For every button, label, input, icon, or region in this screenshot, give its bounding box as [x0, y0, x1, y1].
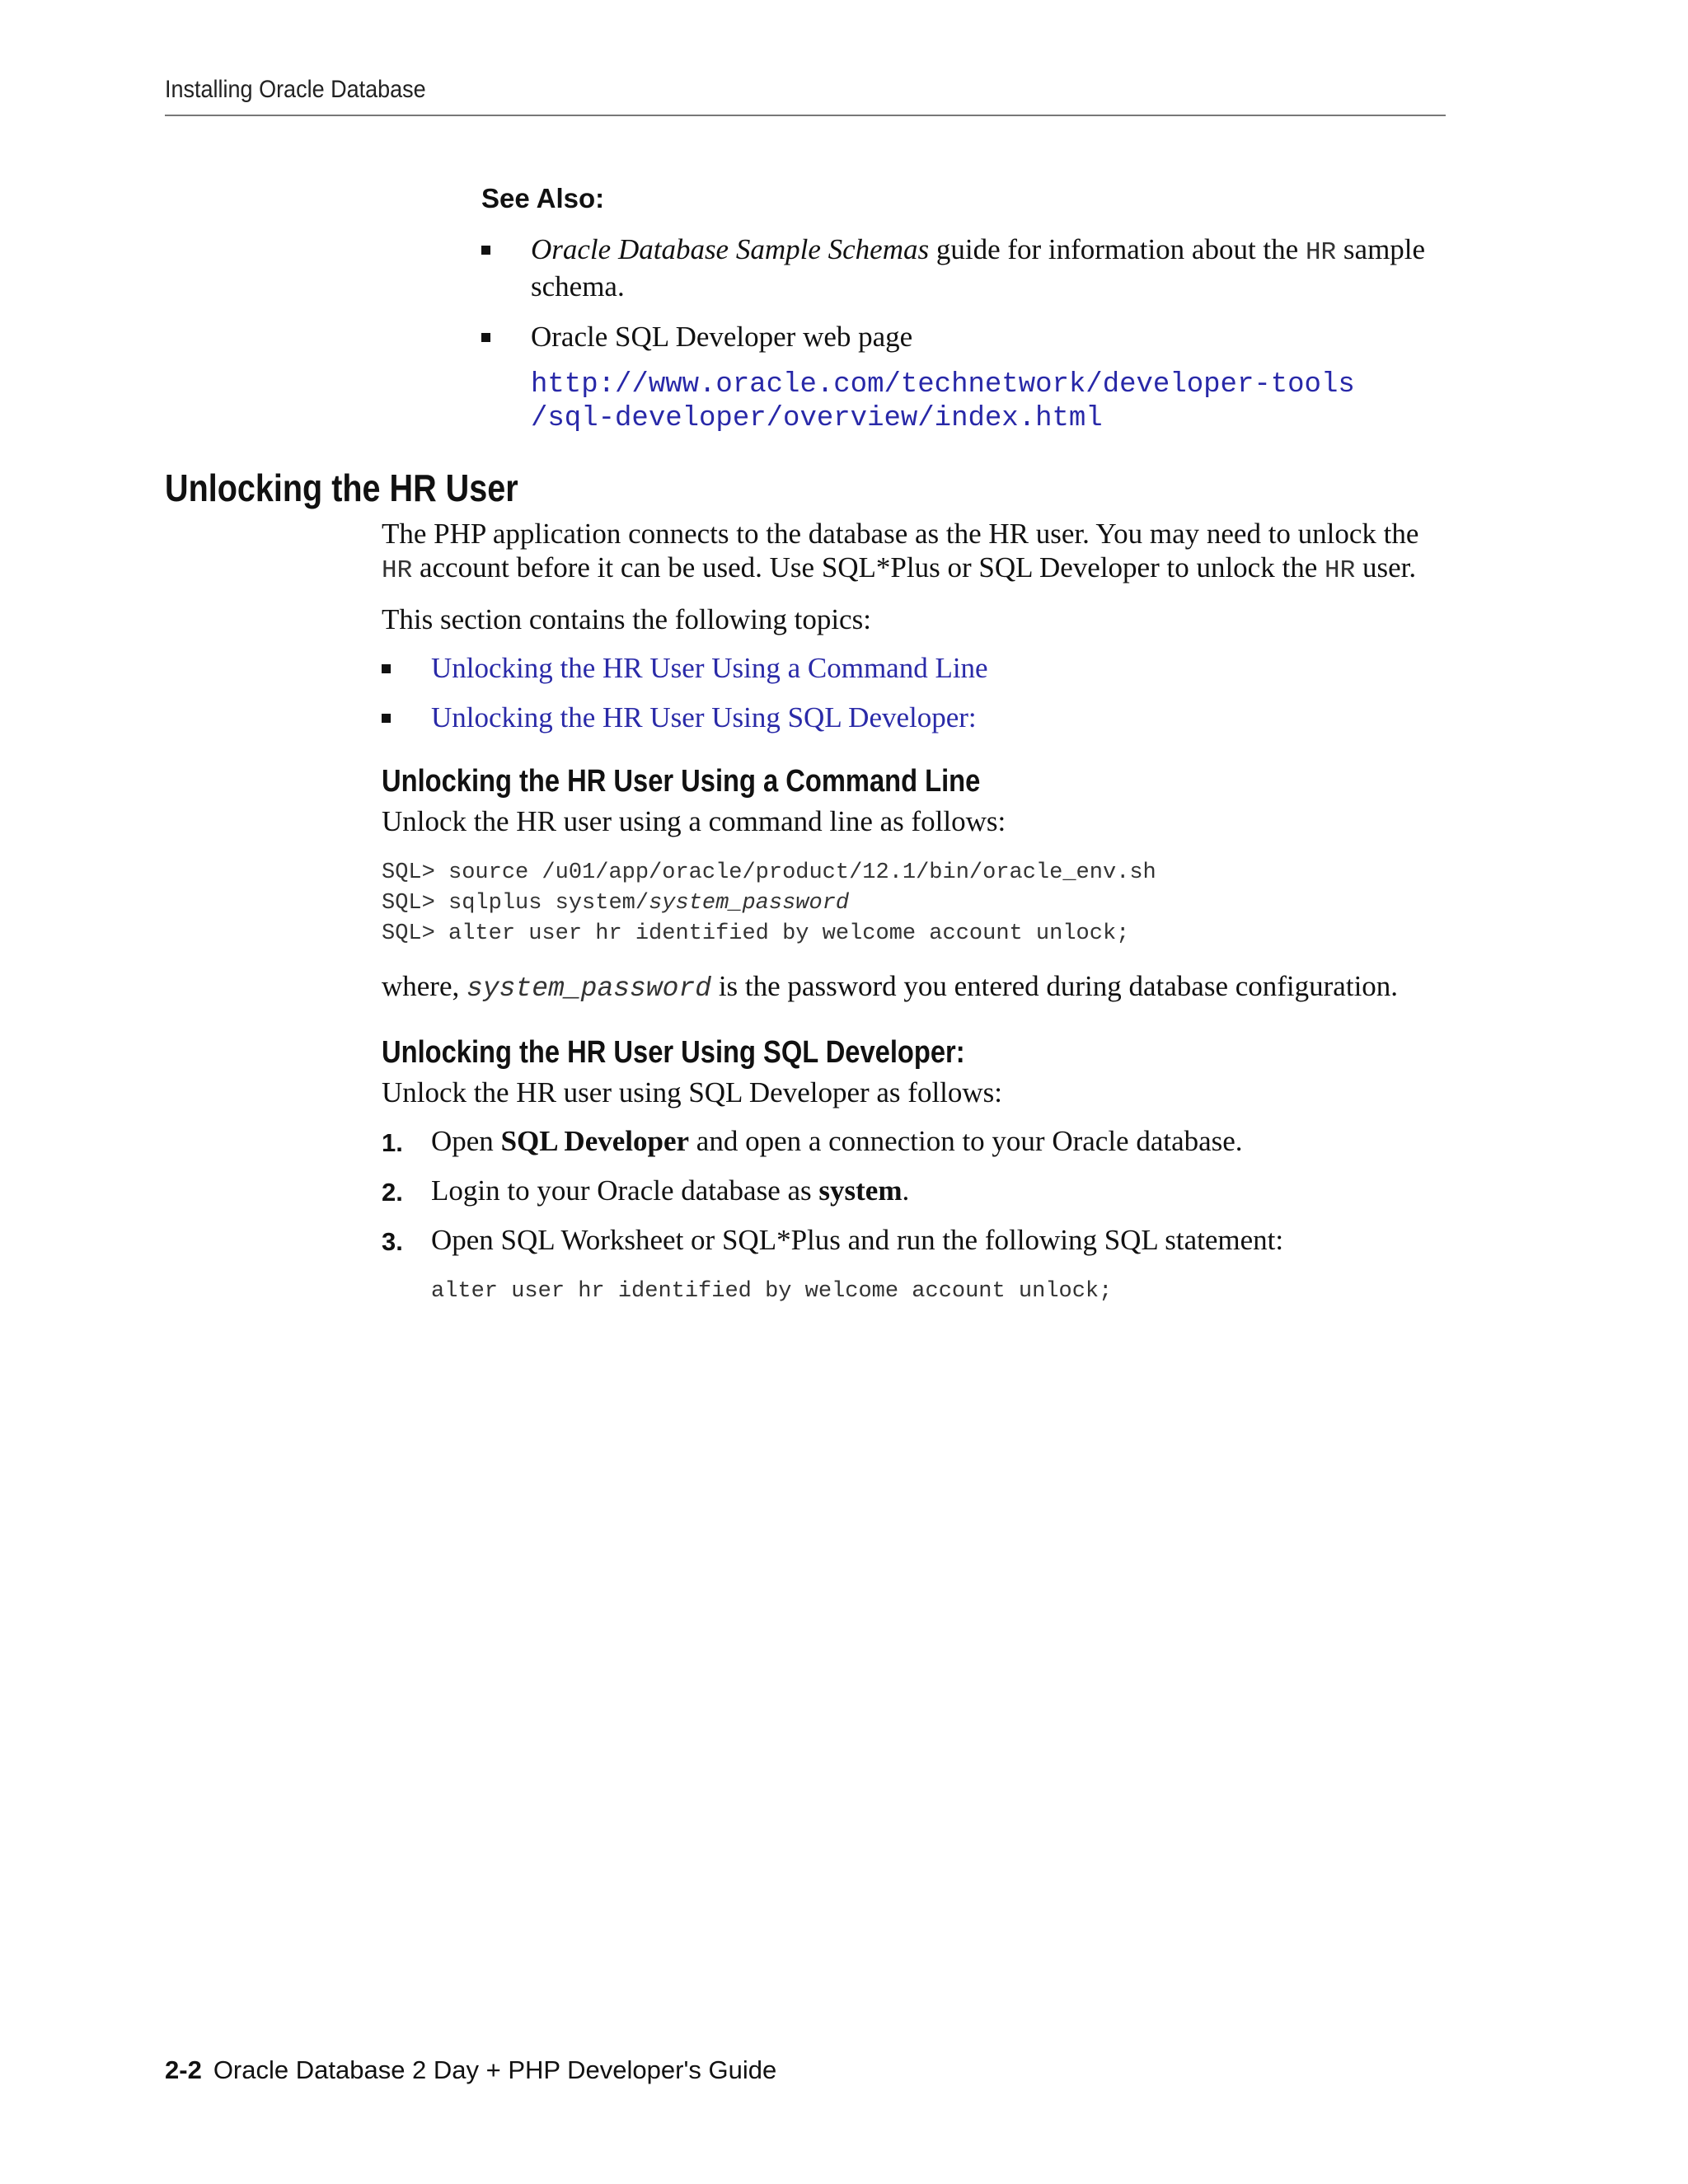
step-number: 3.	[382, 1227, 403, 1256]
step-item	[382, 1124, 1453, 1158]
section-title: Unlocking the HR User	[165, 466, 518, 509]
code-line: SQL> sqlplus system/	[382, 891, 649, 916]
code-placeholder: system_password	[649, 891, 850, 916]
see-also-note	[481, 183, 1446, 452]
see-also-title: See Also:	[481, 183, 605, 213]
list-text: Oracle SQL Developer web page	[531, 321, 913, 353]
text: Login to your Oracle database as	[431, 1174, 819, 1207]
bullet-icon	[481, 246, 490, 255]
text: account before it can be used. Use SQL*Plus or SQL Developer to unlock the	[412, 551, 1325, 583]
sqldev-intro: Unlock the HR user using SQL Developer as follows:	[382, 1076, 1003, 1108]
text: and open a connection to your Oracle database.	[689, 1125, 1243, 1157]
page-footer	[165, 2055, 776, 2085]
list-text: guide for information about the	[929, 233, 1306, 265]
url-line: /sql-developer/overview/index.html	[531, 403, 1103, 434]
text: where,	[382, 970, 467, 1002]
list-item	[382, 701, 1453, 734]
cmdline-intro: Unlock the HR user using a command line as follows:	[382, 805, 1006, 837]
inline-code: HR	[382, 556, 413, 585]
topics-intro: This section contains the following topics:	[382, 603, 871, 635]
book-title: Oracle Database Sample Schemas	[531, 233, 930, 265]
inline-code: system_password	[467, 973, 712, 1004]
steps-list	[382, 1124, 1453, 1309]
where-paragraph	[382, 969, 1453, 1005]
list-item	[481, 320, 1446, 436]
topic-link-command-line[interactable]: Unlocking the HR User Using a Command Line	[431, 652, 988, 684]
step-number: 1.	[382, 1128, 403, 1157]
section-body	[382, 517, 1453, 1324]
topics-list	[382, 651, 1453, 734]
code-block	[382, 858, 1453, 949]
bold-text: system	[818, 1174, 903, 1207]
book-title: Oracle Database 2 Day + PHP Developer's Guide	[213, 2055, 777, 2084]
inline-code: HR	[1305, 238, 1337, 267]
bullet-icon	[382, 664, 391, 673]
url-line: http://www.oracle.com/technetwork/developer-tools	[531, 369, 1355, 401]
code-block: alter user hr identified by welcome account unlock;	[431, 1279, 1113, 1304]
intro-paragraph	[382, 517, 1453, 588]
code-line: SQL> alter user hr identified by welcome account unlock;	[382, 921, 1130, 946]
text: Open	[431, 1125, 501, 1157]
header-rule	[165, 115, 1446, 116]
text: user.	[1355, 551, 1417, 583]
list-item	[382, 651, 1453, 685]
running-header: Installing Oracle Database	[165, 76, 426, 103]
text: The PHP application connects to the database as the HR user. You may need to unlock the	[382, 518, 1419, 550]
step-number: 2.	[382, 1178, 403, 1207]
list-item	[481, 232, 1446, 303]
code-line: SQL> source /u01/app/oracle/product/12.1/bin/oracle_env.sh	[382, 860, 1156, 885]
subheading-sql-developer: Unlocking the HR User Using SQL Developer:	[382, 1035, 965, 1070]
sql-developer-url-link[interactable]	[531, 368, 1446, 436]
step-item	[382, 1223, 1453, 1309]
bold-text: SQL Developer	[500, 1125, 690, 1157]
text: .	[902, 1174, 910, 1207]
bullet-icon	[481, 333, 490, 342]
see-also-list	[481, 232, 1446, 436]
inline-code: HR	[1324, 556, 1356, 585]
topic-link-sql-developer[interactable]: Unlocking the HR User Using SQL Developer:	[431, 701, 977, 733]
text: is the password you entered during database configuration.	[711, 970, 1399, 1002]
page-number: 2-2	[165, 2055, 202, 2084]
list-text: sample schema.	[531, 233, 1426, 302]
step-item	[382, 1174, 1453, 1207]
text: Open SQL Worksheet or SQL*Plus and run the following SQL statement:	[431, 1224, 1284, 1256]
subheading-command-line: Unlocking the HR User Using a Command Line	[382, 764, 981, 799]
bullet-icon	[382, 714, 391, 723]
